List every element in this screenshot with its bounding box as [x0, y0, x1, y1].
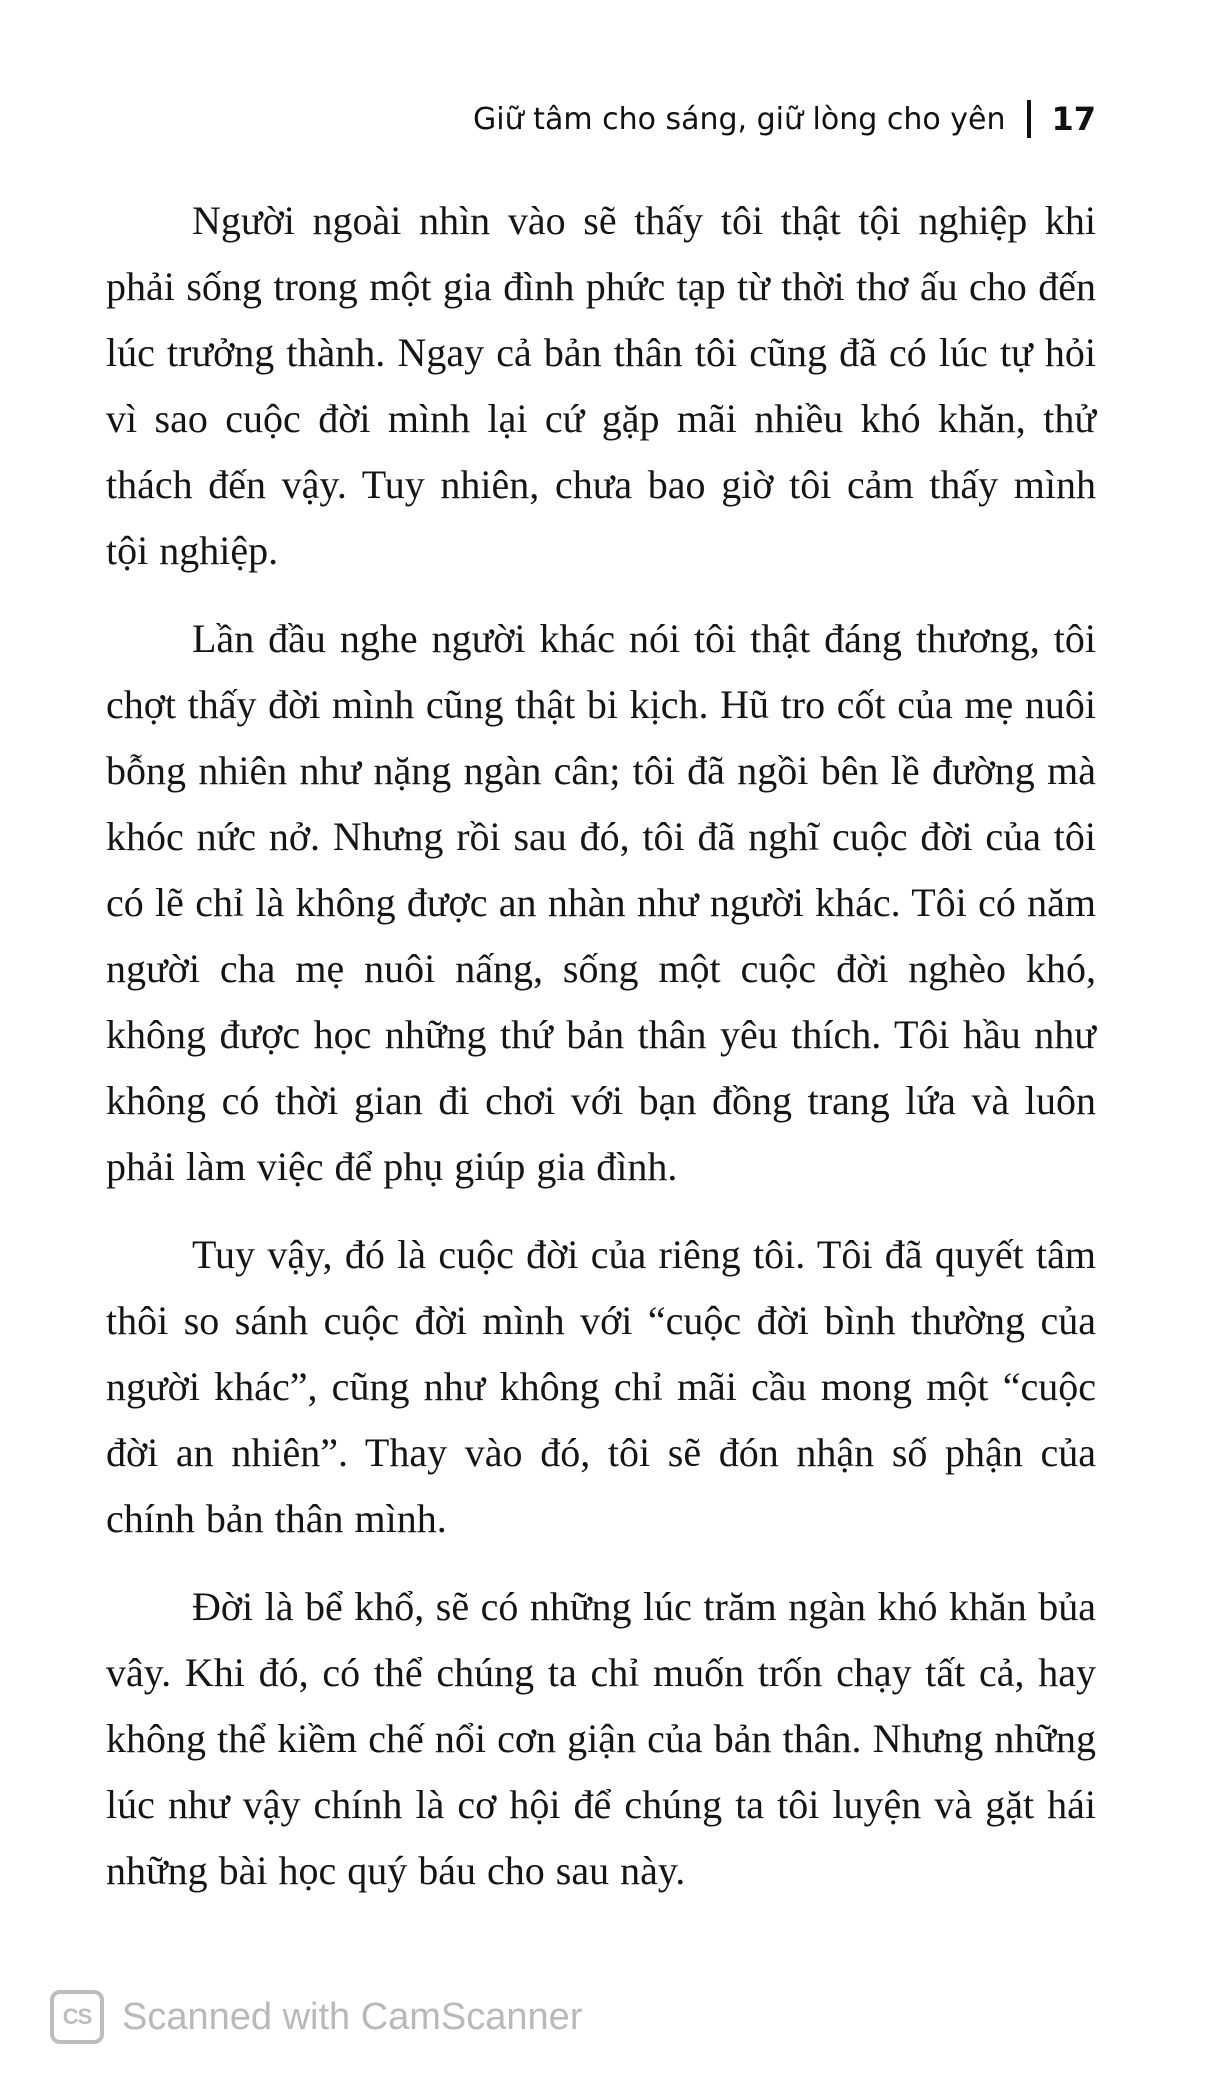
page-number: 17 — [1051, 100, 1096, 138]
camscanner-logo-icon: CS — [50, 1990, 104, 2044]
header-divider — [1027, 100, 1031, 138]
paragraph-1: Người ngoài nhìn vào sẽ thấy tôi thật tội nghiệp khi phải sống trong một gia đình phức tạp từ thời thơ ấu cho đến lúc trưởng thành. Ngay cả bản thân tôi cũng đã có lúc tự hỏi vì sao cuộc đời mình lại cứ gặp mãi nhiều khó khăn, thử thách đến vậy. Tuy nhiên, chưa bao giờ tôi cảm thấy mình tội nghiệp. — [106, 198, 1096, 573]
watermark-text: Scanned with CamScanner — [122, 1995, 583, 2038]
paragraph-2: Lần đầu nghe người khác nói tôi thật đáng thương, tôi chợt thấy đời mình cũng thật bi kịch. Hũ tro cốt của mẹ nuôi bỗng nhiên như nặng ngàn cân; tôi đã ngồi bên lề đường mà khóc nức nở. Nhưng rồi sau đó, tôi đã nghĩ cuộc đời của tôi có lẽ chỉ là không được an nhàn như người khác. Tôi có năm người cha mẹ nuôi nấng, sống một cuộc đời nghèo khó, không được học những thứ bản thân yêu thích. Tôi hầu như không có thời gian đi chơi với bạn đồng trang lứa và luôn phải làm việc để phụ giúp gia đình. — [106, 616, 1096, 1189]
paragraph-4: Đời là bể khổ, sẽ có những lúc trăm ngàn khó khăn bủa vây. Khi đó, có thể chúng ta chỉ muốn trốn chạy tất cả, hay không thể kiềm chế nổi cơn giận của bản thân. Nhưng những lúc như vậy chính là cơ hội để chúng ta tôi luyện và gặt hái những bài học quý báu cho sau này. — [106, 1584, 1096, 1893]
camscanner-watermark — [50, 1990, 582, 2044]
body-text — [106, 188, 1096, 1926]
running-title: Giữ tâm cho sáng, giữ lòng cho yên — [473, 101, 1006, 137]
paragraph-3: Tuy vậy, đó là cuộc đời của riêng tôi. Tôi đã quyết tâm thôi so sánh cuộc đời mình với “cuộc đời bình thường của người khác”, cũng như không chỉ mãi cầu mong một “cuộc đời an nhiên”. Thay vào đó, tôi sẽ đón nhận số phận của chính bản thân mình. — [106, 1232, 1096, 1541]
running-head — [473, 100, 1096, 138]
